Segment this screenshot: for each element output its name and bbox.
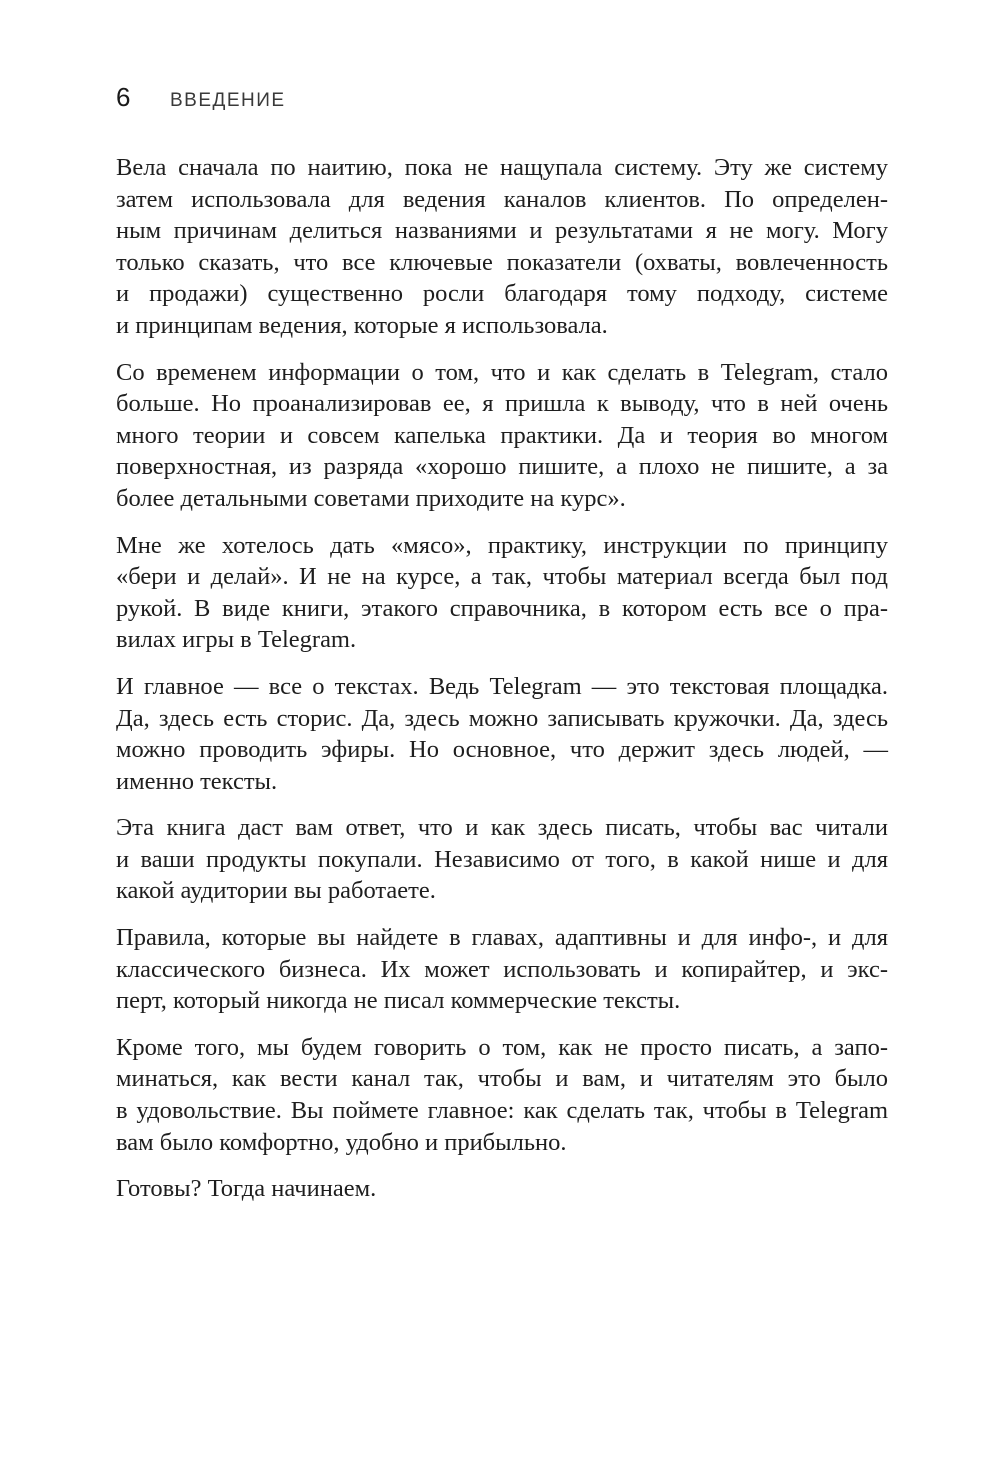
text-line: и ваши продукты покупали. Независимо от того, в какой нише и для bbox=[116, 845, 888, 873]
text-line: больше. Но проанализировав ее, я пришла к выводу, что в ней очень bbox=[116, 390, 888, 418]
text-line: вам было комфортно, удобно и прибыльно. bbox=[116, 1128, 567, 1156]
text-line: И главное — все о текстах. Ведь Telegram — это текстовая площадка. bbox=[116, 672, 888, 700]
text-line: Готовы? Тогда начинаем. bbox=[116, 1175, 377, 1203]
text-line: Правила, которые вы найдете в главах, адаптивны и для инфо-, и для bbox=[116, 924, 888, 952]
paragraph bbox=[116, 357, 888, 515]
text-line: можно проводить эфиры. Но основное, что держит здесь людей, — bbox=[116, 736, 888, 764]
text-line: «бери и делай». И не на курсе, а так, чтобы материал всегда был под bbox=[116, 563, 888, 591]
text-line: много теории и совсем капелька практики. Да и теория во многом bbox=[116, 421, 888, 449]
text-line: классического бизнеса. Их может использовать и копирайтер, и экс- bbox=[116, 955, 888, 983]
text-line: Кроме того, мы будем говорить о том, как не просто писать, а запо- bbox=[116, 1033, 888, 1061]
paragraph bbox=[116, 1173, 888, 1205]
page-number: 6 bbox=[116, 82, 131, 112]
paragraph bbox=[116, 1032, 888, 1158]
text-line: вилах игры в Telegram. bbox=[116, 626, 357, 654]
text-line: Вела сначала по наитию, пока не нащупала систему. Эту же систему bbox=[116, 154, 888, 181]
text-line: Мне же хотелось дать «мясо», практику, инструкции по принципу bbox=[116, 531, 888, 559]
body-text bbox=[116, 152, 888, 1220]
text-line: Эта книга даст вам ответ, что и как здесь писать, чтобы вас читали bbox=[116, 814, 888, 842]
text-line: минаться, как вести канал так, чтобы и вам, и читателям это было bbox=[116, 1065, 888, 1093]
text-line: и продажи) существенно росли благодаря тому подходу, системе bbox=[116, 280, 888, 308]
text-line: именно тексты. bbox=[116, 767, 278, 795]
text-line: перт, который никогда не писал коммерческие тексты. bbox=[116, 987, 681, 1015]
section-title: ВВЕДЕНИЕ bbox=[170, 90, 286, 111]
paragraph bbox=[116, 530, 888, 656]
text-line: в удовольствие. Вы поймете главное: как сделать так, чтобы в Telegram bbox=[116, 1097, 888, 1125]
paragraph bbox=[116, 671, 888, 797]
paragraph bbox=[116, 152, 888, 342]
text-line: какой аудитории вы работаете. bbox=[116, 877, 436, 905]
text-line: только сказать, что все ключевые показатели (охваты, вовлеченность bbox=[116, 248, 888, 276]
text-line: затем использовала для ведения каналов клиентов. По определен- bbox=[116, 185, 888, 213]
paragraph bbox=[116, 812, 888, 907]
text-line: рукой. В виде книги, этакого справочника, в котором есть все о пра- bbox=[116, 594, 888, 622]
text-line: ным причинам делиться названиями и результатами я не могу. Могу bbox=[116, 217, 888, 245]
text-line: поверхностная, из разряда «хорошо пишите, а плохо не пишите, а за bbox=[116, 453, 888, 481]
text-line: Со временем информации о том, что и как сделать в Telegram, стало bbox=[116, 358, 888, 386]
paragraph bbox=[116, 922, 888, 1017]
text-line: и принципам ведения, которые я использовала. bbox=[116, 311, 608, 339]
text-line: более детальными советами приходите на курс». bbox=[116, 484, 626, 512]
text-line: Да, здесь есть сторис. Да, здесь можно записывать кружочки. Да, здесь bbox=[116, 704, 888, 732]
running-head bbox=[116, 82, 286, 118]
